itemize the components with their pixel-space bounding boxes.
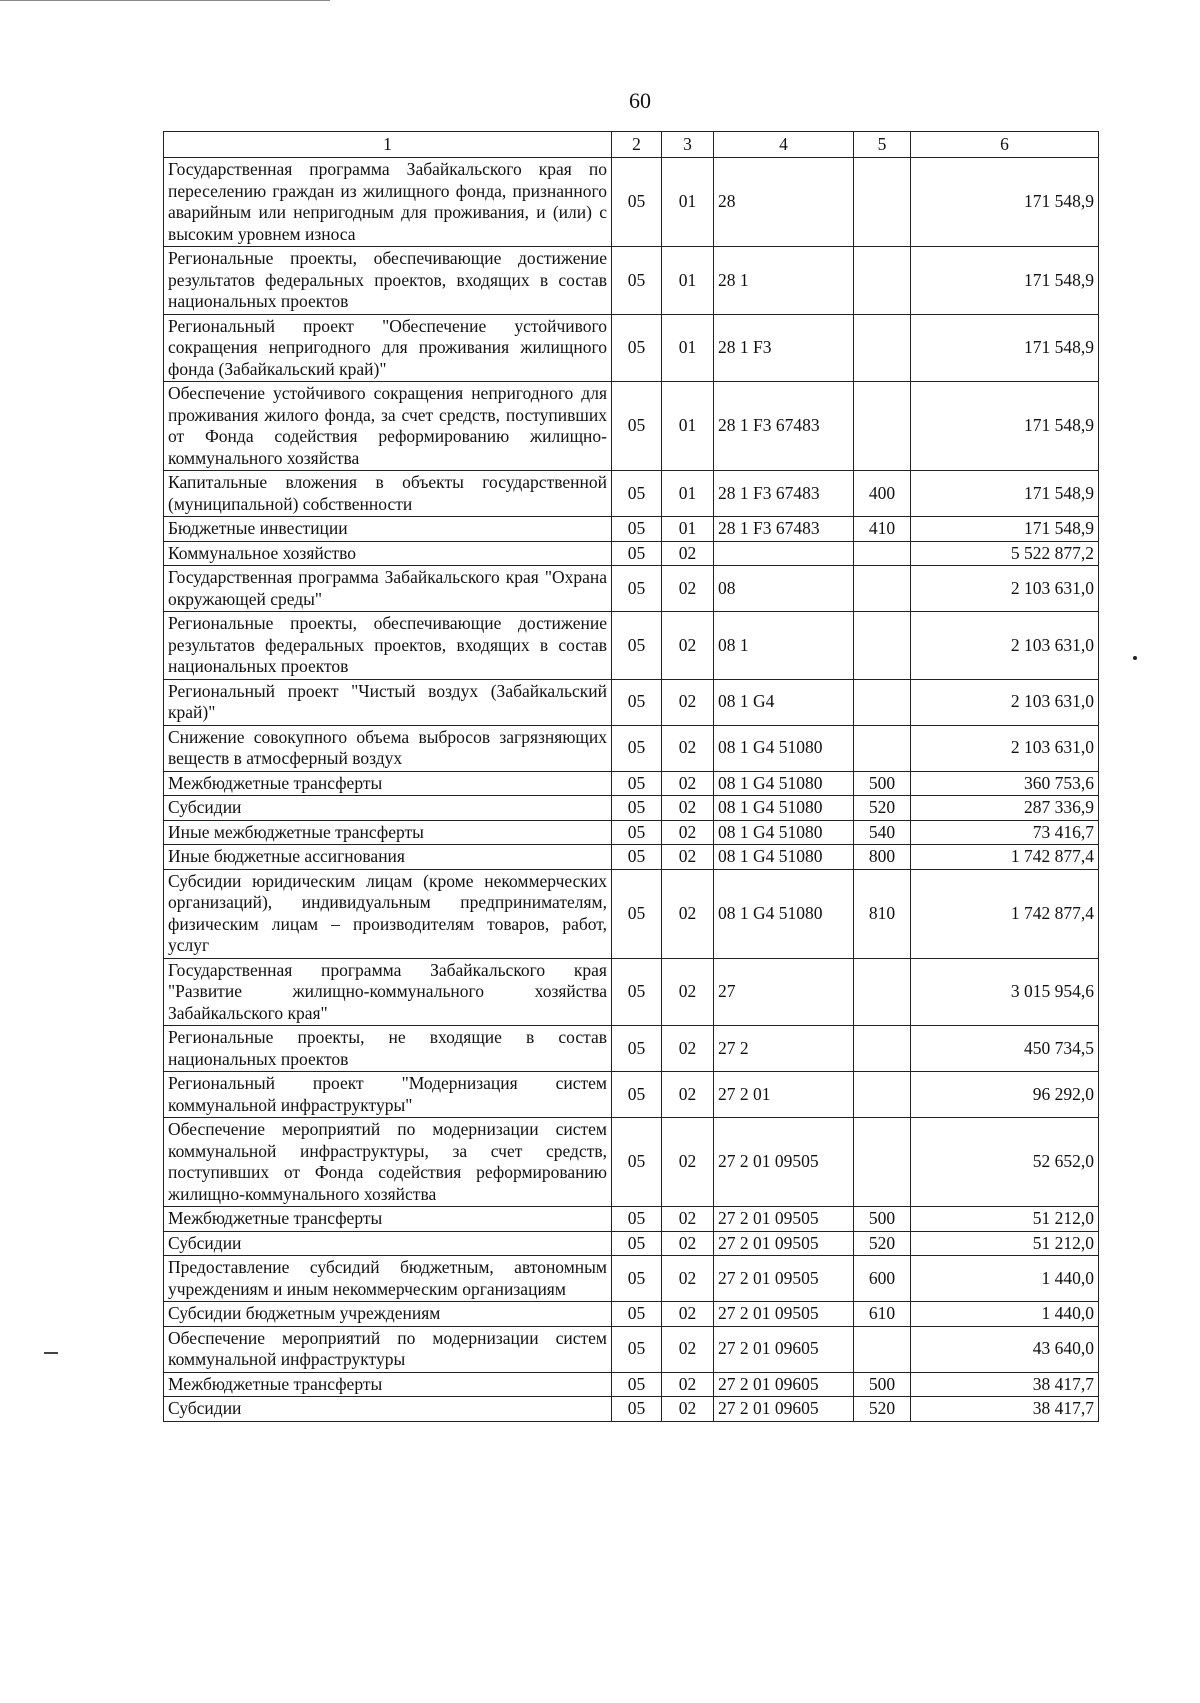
expense-type-code: 500 [854,1207,911,1232]
section-code: 05 [612,958,662,1026]
section-code: 05 [612,382,662,471]
table-row [164,1072,1099,1118]
target-article-code: 08 1 G4 51080 [714,725,854,771]
item-name: Региональные проекты, обеспечивающие достижение результатов федеральных проектов, входящих в состав национальных проектов [164,247,612,315]
table-row [164,566,1099,612]
section-code: 05 [612,566,662,612]
section-code: 05 [612,1302,662,1327]
item-name: Иные межбюджетные трансферты [164,820,612,845]
table-row [164,1118,1099,1207]
amount-value: 5 522 877,2 [911,541,1099,566]
amount-value: 1 742 877,4 [911,869,1099,958]
item-name: Обеспечение мероприятий по модернизации систем коммунальной инфраструктуры [164,1326,612,1372]
expense-type-code: 600 [854,1256,911,1302]
item-name: Межбюджетные трансферты [164,771,612,796]
subsection-code: 02 [662,1026,714,1072]
expense-type-code [854,958,911,1026]
section-code: 05 [612,1118,662,1207]
section-code: 05 [612,471,662,517]
amount-value: 2 103 631,0 [911,679,1099,725]
target-article-code: 08 1 G4 51080 [714,845,854,870]
expense-type-code [854,566,911,612]
target-article-code [714,541,854,566]
scan-edge-line [0,0,330,1]
subsection-code: 02 [662,796,714,821]
amount-value: 2 103 631,0 [911,612,1099,680]
table-row [164,725,1099,771]
expense-type-code: 500 [854,771,911,796]
subsection-code: 02 [662,679,714,725]
amount-value: 51 212,0 [911,1207,1099,1232]
table-row [164,1207,1099,1232]
target-article-code: 27 2 01 09505 [714,1256,854,1302]
table-row [164,314,1099,382]
expense-type-code [854,158,911,247]
amount-value: 171 548,9 [911,247,1099,315]
item-name: Региональный проект "Обеспечение устойчивого сокращения непригодного для проживания жилищного фонда (Забайкальский край)" [164,314,612,382]
item-name: Коммунальное хозяйство [164,541,612,566]
target-article-code: 27 2 01 09605 [714,1372,854,1397]
amount-value: 171 548,9 [911,517,1099,542]
subsection-code: 02 [662,1397,714,1422]
table-row [164,1231,1099,1256]
subsection-code: 02 [662,566,714,612]
amount-value: 287 336,9 [911,796,1099,821]
table-row [164,382,1099,471]
column-header: 5 [854,132,911,158]
expense-type-code: 520 [854,796,911,821]
table-row [164,1256,1099,1302]
section-code: 05 [612,1207,662,1232]
target-article-code: 27 2 01 09505 [714,1302,854,1327]
target-article-code: 08 [714,566,854,612]
section-code: 05 [612,158,662,247]
section-code: 05 [612,1372,662,1397]
item-name: Государственная программа Забайкальского края по переселению граждан из жилищного фонда, признанного аварийным или непригодным для проживания, и (или) с высоким уровнем износа [164,158,612,247]
target-article-code: 27 2 01 09505 [714,1207,854,1232]
expense-type-code [854,1118,911,1207]
section-code: 05 [612,845,662,870]
table-row [164,158,1099,247]
amount-value: 450 734,5 [911,1026,1099,1072]
item-name: Межбюджетные трансферты [164,1207,612,1232]
item-name: Межбюджетные трансферты [164,1372,612,1397]
expense-type-code: 410 [854,517,911,542]
target-article-code: 28 1 F3 67483 [714,517,854,542]
column-header: 2 [612,132,662,158]
column-header: 3 [662,132,714,158]
target-article-code: 27 2 01 09505 [714,1231,854,1256]
table-row [164,517,1099,542]
column-header: 1 [164,132,612,158]
section-code: 05 [612,1231,662,1256]
subsection-code: 02 [662,541,714,566]
section-code: 05 [612,1026,662,1072]
amount-value: 52 652,0 [911,1118,1099,1207]
section-code: 05 [612,247,662,315]
amount-value: 73 416,7 [911,820,1099,845]
target-article-code: 08 1 G4 51080 [714,869,854,958]
expense-type-code: 800 [854,845,911,870]
target-article-code: 08 1 [714,612,854,680]
item-name: Обеспечение мероприятий по модернизации систем коммунальной инфраструктуры, за счет средств, поступивших от Фонда содействия реформированию жилищно-коммунального хозяйства [164,1118,612,1207]
target-article-code: 28 1 F3 67483 [714,382,854,471]
table-row [164,1372,1099,1397]
expense-type-code [854,1072,911,1118]
item-name: Снижение совокупного объема выбросов загрязняющих веществ в атмосферный воздух [164,725,612,771]
expense-type-code: 520 [854,1397,911,1422]
subsection-code: 02 [662,1207,714,1232]
column-header: 6 [911,132,1099,158]
amount-value: 2 103 631,0 [911,566,1099,612]
subsection-code: 02 [662,1302,714,1327]
table-row [164,1302,1099,1327]
section-code: 05 [612,796,662,821]
table-row [164,796,1099,821]
amount-value: 2 103 631,0 [911,725,1099,771]
amount-value: 1 742 877,4 [911,845,1099,870]
item-name: Субсидии юридическим лицам (кроме некоммерческих организаций), индивидуальным предпринимателям, физическим лицам – производителям товаров, работ, услуг [164,869,612,958]
subsection-code: 01 [662,247,714,315]
table-row [164,247,1099,315]
item-name: Региональные проекты, обеспечивающие достижение результатов федеральных проектов, входящих в состав национальных проектов [164,612,612,680]
table-row [164,1026,1099,1072]
subsection-code: 02 [662,1372,714,1397]
header-row [164,132,1099,158]
subsection-code: 02 [662,869,714,958]
expense-type-code: 610 [854,1302,911,1327]
section-code: 05 [612,1326,662,1372]
expense-type-code [854,541,911,566]
target-article-code: 08 1 G4 51080 [714,771,854,796]
scan-speck [44,1352,58,1354]
subsection-code: 02 [662,612,714,680]
budget-table [163,131,1099,1422]
section-code: 05 [612,1397,662,1422]
expense-type-code: 400 [854,471,911,517]
subsection-code: 02 [662,1118,714,1207]
amount-value: 96 292,0 [911,1072,1099,1118]
table-row [164,612,1099,680]
scan-speck [1133,656,1137,660]
amount-value: 171 548,9 [911,382,1099,471]
target-article-code: 08 1 G4 [714,679,854,725]
item-name: Государственная программа Забайкальского края "Развитие жилищно-коммунального хозяйства Забайкальского края" [164,958,612,1026]
section-code: 05 [612,541,662,566]
target-article-code: 28 [714,158,854,247]
target-article-code: 08 1 G4 51080 [714,796,854,821]
target-article-code: 28 1 [714,247,854,315]
subsection-code: 02 [662,1072,714,1118]
item-name: Региональный проект "Модернизация систем коммунальной инфраструктуры" [164,1072,612,1118]
table-row [164,869,1099,958]
item-name: Иные бюджетные ассигнования [164,845,612,870]
item-name: Капитальные вложения в объекты государственной (муниципальной) собственности [164,471,612,517]
item-name: Региональный проект "Чистый воздух (Забайкальский край)" [164,679,612,725]
expense-type-code [854,314,911,382]
section-code: 05 [612,725,662,771]
subsection-code: 02 [662,1256,714,1302]
amount-value: 43 640,0 [911,1326,1099,1372]
target-article-code: 27 2 01 [714,1072,854,1118]
section-code: 05 [612,1072,662,1118]
amount-value: 51 212,0 [911,1231,1099,1256]
subsection-code: 02 [662,1326,714,1372]
amount-value: 171 548,9 [911,158,1099,247]
expense-type-code: 500 [854,1372,911,1397]
target-article-code: 08 1 G4 51080 [714,820,854,845]
amount-value: 360 753,6 [911,771,1099,796]
table-row [164,958,1099,1026]
subsection-code: 02 [662,820,714,845]
target-article-code: 27 2 01 09605 [714,1326,854,1372]
amount-value: 171 548,9 [911,471,1099,517]
table-row [164,845,1099,870]
target-article-code: 28 1 F3 [714,314,854,382]
item-name: Бюджетные инвестиции [164,517,612,542]
subsection-code: 02 [662,845,714,870]
amount-value: 171 548,9 [911,314,1099,382]
section-code: 05 [612,1256,662,1302]
item-name: Субсидии [164,1231,612,1256]
expense-type-code [854,1026,911,1072]
table-row [164,820,1099,845]
amount-value: 38 417,7 [911,1397,1099,1422]
subsection-code: 01 [662,517,714,542]
amount-value: 1 440,0 [911,1256,1099,1302]
expense-type-code: 540 [854,820,911,845]
expense-type-code [854,382,911,471]
subsection-code: 02 [662,771,714,796]
section-code: 05 [612,869,662,958]
column-header: 4 [714,132,854,158]
table-body [164,158,1099,1422]
expense-type-code [854,612,911,680]
item-name: Обеспечение устойчивого сокращения непригодного для проживания жилого фонда, за счет средств, поступивших от Фонда содействия реформированию жилищно-коммунального хозяйства [164,382,612,471]
subsection-code: 02 [662,1231,714,1256]
item-name: Субсидии [164,1397,612,1422]
target-article-code: 27 2 01 09605 [714,1397,854,1422]
subsection-code: 02 [662,725,714,771]
item-name: Государственная программа Забайкальского края "Охрана окружающей среды" [164,566,612,612]
target-article-code: 27 2 01 09505 [714,1118,854,1207]
amount-value: 3 015 954,6 [911,958,1099,1026]
section-code: 05 [612,771,662,796]
item-name: Субсидии [164,796,612,821]
item-name: Субсидии бюджетным учреждениям [164,1302,612,1327]
expense-type-code [854,679,911,725]
table-row [164,1326,1099,1372]
amount-value: 38 417,7 [911,1372,1099,1397]
subsection-code: 01 [662,382,714,471]
target-article-code: 28 1 F3 67483 [714,471,854,517]
table-row [164,771,1099,796]
table-row [164,1397,1099,1422]
expense-type-code [854,247,911,315]
table-row [164,471,1099,517]
item-name: Региональные проекты, не входящие в состав национальных проектов [164,1026,612,1072]
subsection-code: 02 [662,958,714,1026]
expense-type-code [854,1326,911,1372]
expense-type-code [854,725,911,771]
expense-type-code: 810 [854,869,911,958]
target-article-code: 27 2 [714,1026,854,1072]
section-code: 05 [612,820,662,845]
subsection-code: 01 [662,158,714,247]
section-code: 05 [612,612,662,680]
section-code: 05 [612,517,662,542]
page-number: 60 [629,88,651,113]
subsection-code: 01 [662,314,714,382]
table-row [164,679,1099,725]
target-article-code: 27 [714,958,854,1026]
item-name: Предоставление субсидий бюджетным, автономным учреждениям и иным некоммерческим организациям [164,1256,612,1302]
table-row [164,541,1099,566]
subsection-code: 01 [662,471,714,517]
section-code: 05 [612,679,662,725]
section-code: 05 [612,314,662,382]
expense-type-code: 520 [854,1231,911,1256]
amount-value: 1 440,0 [911,1302,1099,1327]
